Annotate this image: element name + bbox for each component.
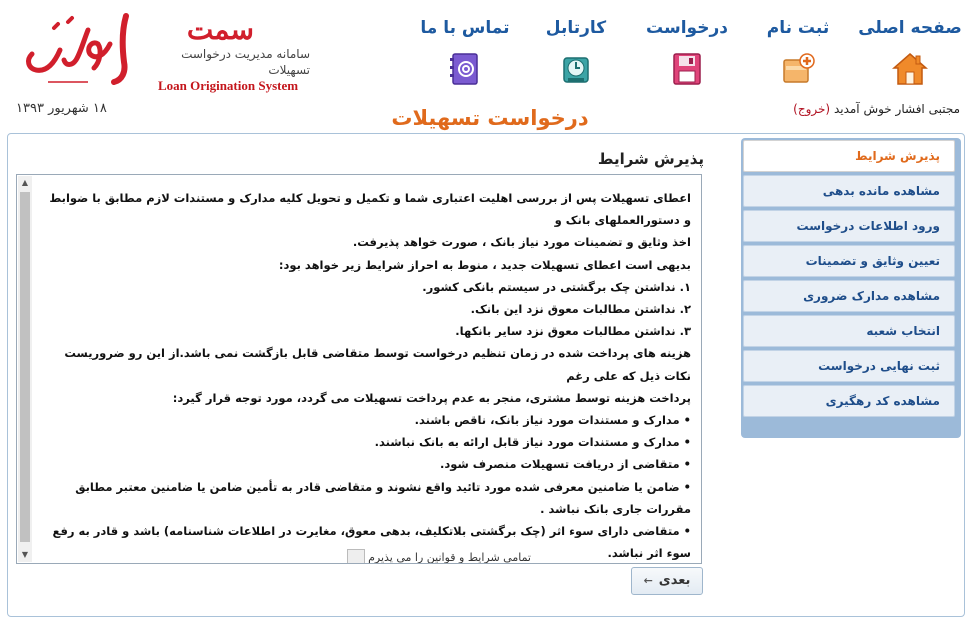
main-nav xyxy=(410,14,965,96)
terms-line: پرداخت هزینه توسط مشتری، منجر به عدم پرداخت تسهیلات می گردد، مورد توجه قرار گیرد: xyxy=(172,390,691,405)
terms-textbox[interactable] xyxy=(16,174,702,564)
arrow-left-icon: ← xyxy=(643,574,653,587)
brand xyxy=(140,14,310,94)
accept-terms-checkbox[interactable] xyxy=(347,549,365,564)
step-tracking-code[interactable]: مشاهده کد رهگیری xyxy=(743,385,955,417)
terms-line: اعطای تسهیلات پس از بررسی اهلیت اعتباری شما و تکمیل و تحویل کلیه مدارک و مستندات لازم مطابق با ضوابط و دستورالعملهای بانک و xyxy=(49,191,691,228)
nav-item-contact[interactable] xyxy=(410,14,520,86)
register-icon xyxy=(780,52,816,86)
step-required-documents[interactable]: مشاهده مدارک ضروری xyxy=(743,280,955,312)
terms-line: • ضامن یا ضامنین معرفی شده مورد تائید واقع نشوند و متقاضی قادر به تأمین ضامن یا ضامنین معتبر مطابق مقررات جاری بانک نباشد . xyxy=(75,479,691,516)
accept-terms-label: تمامی شرایط و قوانین را می پذیرم xyxy=(368,551,531,564)
scroll-down-arrow-icon[interactable]: ▼ xyxy=(21,550,29,559)
wizard-steps-sidebar xyxy=(741,138,961,438)
section-title: پذیرش شرایط xyxy=(597,150,704,168)
terms-line: هزینه های پرداخت شده در زمان تنظیم درخواست توسط متقاضی قابل بازگشت نمی باشد.از این رو ضروریست نکات ذیل که علی رغم xyxy=(64,346,691,383)
terms-line: ۱. نداشتن چک برگشتی در سیستم بانکی کشور. xyxy=(422,279,691,294)
scroll-up-arrow-icon[interactable]: ▲ xyxy=(21,178,29,187)
brand-title: سمت xyxy=(186,13,254,46)
cartable-icon xyxy=(558,52,594,86)
floppy-disk-icon xyxy=(669,52,705,86)
brand-english: Loan Origination System xyxy=(157,78,299,93)
terms-text xyxy=(39,187,691,564)
terms-line: ۲. نداشتن مطالبات معوق نزد این بانک. xyxy=(470,302,691,317)
contact-icon xyxy=(447,52,483,86)
step-select-branch[interactable]: انتخاب شعبه xyxy=(743,315,955,347)
terms-line: ۳. نداشتن مطالبات معوق نزد سایر بانکها. xyxy=(455,324,691,339)
terms-line: • مدارک و مستندات مورد نیاز قابل ارائه به بانک نباشند. xyxy=(374,435,691,450)
nav-item-register[interactable] xyxy=(743,14,853,86)
nav-item-home[interactable] xyxy=(855,14,965,86)
next-button[interactable] xyxy=(631,567,703,595)
terms-section xyxy=(16,148,704,568)
terms-line: اخذ وثایق و تضمینات مورد نیاز بانک ، صورت خواهد پذیرفت. xyxy=(352,235,691,250)
nav-item-label: ثبت نام xyxy=(766,18,830,38)
welcome-text: مجتبی افشار خوش آمدید xyxy=(833,102,960,116)
nav-item-label: کارتابل xyxy=(545,18,607,38)
nav-item-label: تماس با ما xyxy=(420,18,510,38)
nav-item-request[interactable] xyxy=(632,14,742,86)
step-final-submit[interactable]: ثبت نهایی درخواست xyxy=(743,350,955,382)
current-date: ۱۸ شهریور ۱۳۹۳ xyxy=(16,101,107,116)
vertical-scrollbar[interactable] xyxy=(18,176,32,562)
step-collateral[interactable]: تعیین وثایق و تضمینات xyxy=(743,245,955,277)
nav-item-label: صفحه اصلی xyxy=(858,18,962,38)
terms-line: • متقاضی دارای سوء اثر (چک برگشتی بلاتکلیف، بدهی معوق، مغایرت در اطلاعات شناسنامه) باشد و قادر به رفع سوء اثر نباشد. xyxy=(52,524,691,561)
home-icon xyxy=(892,52,928,86)
nav-item-cartable[interactable] xyxy=(521,14,631,86)
page-title: درخواست تسهیلات xyxy=(391,106,589,130)
nav-item-label: درخواست xyxy=(646,18,728,38)
terms-line: • متقاضی از دریافت تسهیلات منصرف شود. xyxy=(440,457,691,472)
step-enter-request-info[interactable]: ورود اطلاعات درخواست xyxy=(743,210,955,242)
oswe-iran-logo xyxy=(18,10,138,92)
scroll-thumb[interactable] xyxy=(20,192,30,542)
next-button-label: بعدی xyxy=(658,573,691,588)
header xyxy=(0,0,972,100)
welcome-message xyxy=(793,102,960,116)
step-accept-terms[interactable]: پذیرش شرایط xyxy=(743,140,955,172)
step-view-debt-balance[interactable]: مشاهده مانده بدهی xyxy=(743,175,955,207)
terms-line: • مدارک و مستندات مورد نیاز بانک، ناقص باشند. xyxy=(414,413,691,428)
terms-line: بدیهی است اعطای تسهیلات جدید ، منوط به احراز شرایط زیر خواهد بود: xyxy=(278,257,691,272)
logout-link[interactable]: (خروج) xyxy=(793,102,831,116)
brand-subtitle: سامانه مدیریت درخواست تسهیلات xyxy=(181,47,310,77)
accept-terms-row xyxy=(17,549,701,564)
